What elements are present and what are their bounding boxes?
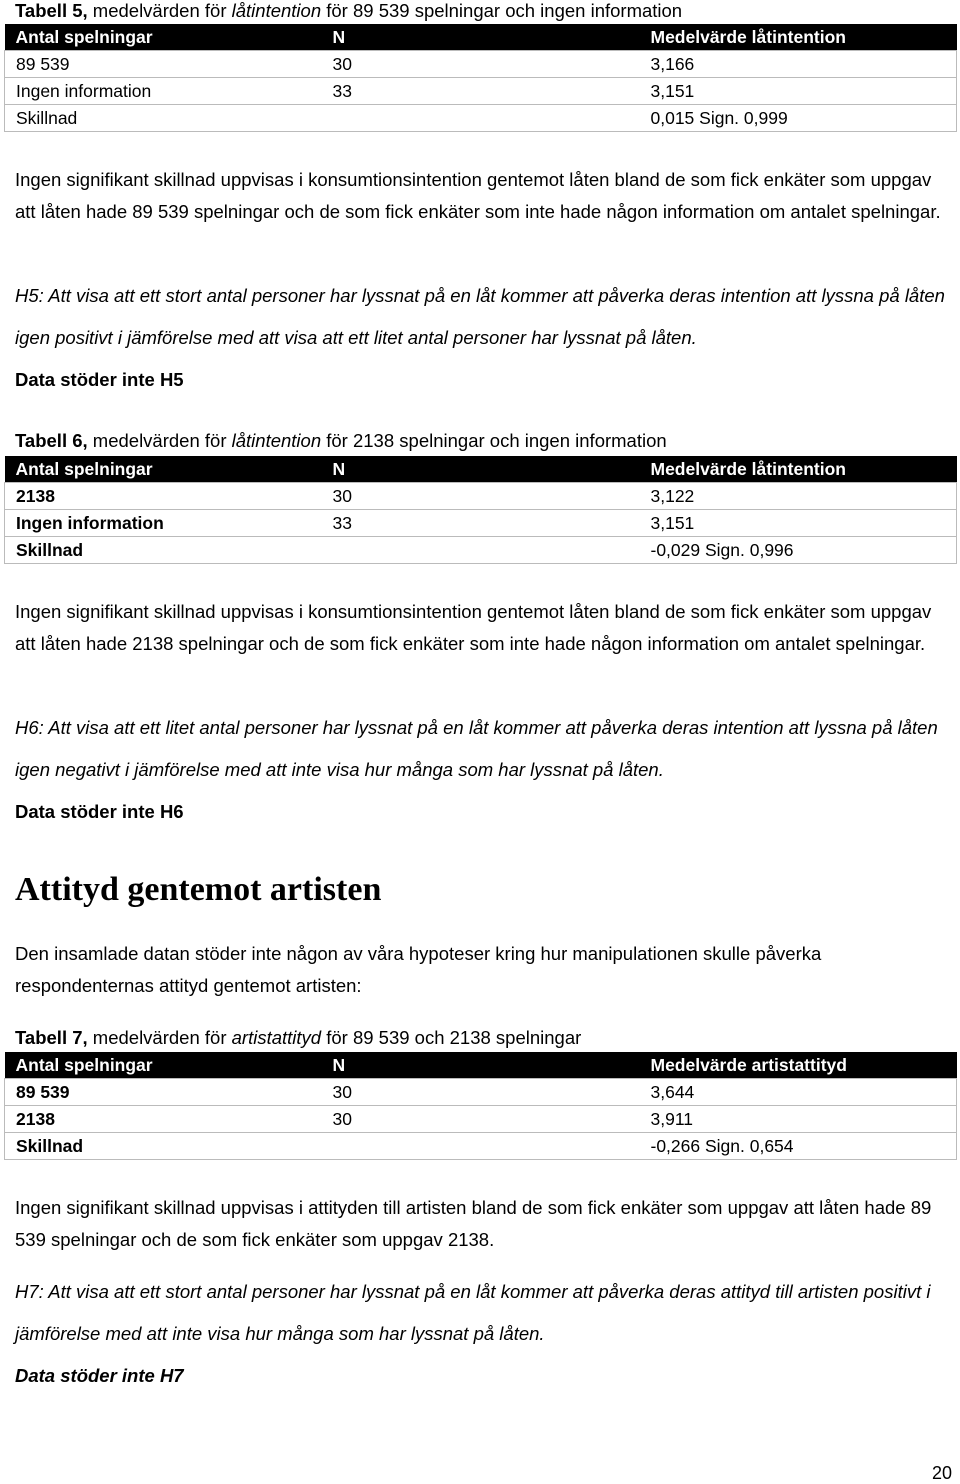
table5-caption-post: för 89 539 spelningar och ingen information bbox=[321, 0, 683, 21]
table-cell: 3,911 bbox=[640, 1106, 957, 1133]
table5 bbox=[4, 24, 957, 132]
table6-header-row bbox=[5, 456, 957, 483]
table7 bbox=[4, 1052, 957, 1160]
verdict-h7: Data stöder inte H7 bbox=[15, 1365, 184, 1386]
table-cell: 3,644 bbox=[640, 1079, 957, 1106]
table-row bbox=[5, 1079, 957, 1106]
table-row bbox=[5, 537, 957, 564]
table-cell: 2138 bbox=[5, 1106, 322, 1133]
table-cell: Skillnad bbox=[5, 105, 322, 132]
table6-caption-label: Tabell 6, bbox=[15, 430, 88, 451]
table-cell: 30 bbox=[322, 1079, 640, 1106]
table6-caption-pre: medelvärden för bbox=[87, 430, 232, 451]
table-cell bbox=[322, 105, 640, 132]
table-row bbox=[5, 510, 957, 537]
table-cell: 30 bbox=[322, 1106, 640, 1133]
table6-header-medel: Medelvärde låtintention bbox=[640, 456, 957, 483]
table-cell: 2138 bbox=[5, 483, 322, 510]
table-cell: 89 539 bbox=[5, 51, 322, 78]
table5-caption-pre: medelvärden för bbox=[87, 0, 232, 21]
table-cell: 30 bbox=[322, 483, 640, 510]
table6-header-n: N bbox=[322, 456, 640, 483]
table-cell: Ingen information bbox=[5, 78, 322, 105]
hypothesis-h5: H5: Att visa att ett stort antal personer har lyssnat på en låt kommer att påverka deras intention att lyssna på låten igen positivt i jämförelse med att visa att ett litet antal personer har lyssnat på låten. bbox=[15, 285, 945, 348]
table7-caption-em: artistattityd bbox=[231, 1027, 322, 1048]
table-cell: Skillnad bbox=[5, 1133, 322, 1160]
table5-caption-label: Tabell 5, bbox=[15, 0, 88, 21]
table-cell: Ingen information bbox=[5, 510, 322, 537]
table7-caption-pre: medelvärden för bbox=[87, 1027, 232, 1048]
table7-header-medel: Medelvärde artistattityd bbox=[640, 1052, 957, 1079]
table-cell bbox=[322, 537, 640, 564]
table5-header-medel: Medelvärde låtintention bbox=[640, 24, 957, 51]
table7-header-row bbox=[5, 1052, 957, 1079]
hypothesis-h7: H7: Att visa att ett stort antal personer har lyssnat på en låt kommer att påverka deras attityd till artisten positivt i jämförelse med att inte visa hur många som har lyssnat på låten. bbox=[15, 1281, 931, 1344]
table-row bbox=[5, 105, 957, 132]
table6-caption bbox=[15, 430, 667, 452]
table-cell: 3,122 bbox=[640, 483, 957, 510]
table-cell: -0,029 Sign. 0,996 bbox=[640, 537, 957, 564]
paragraph-intro-attityd: Den insamlade datan stöder inte någon av våra hypoteser kring hur manipulationen skulle påverka respondenternas attityd gentemot artisten: bbox=[15, 943, 822, 996]
table7-caption bbox=[15, 1027, 581, 1049]
table6-header-antal: Antal spelningar bbox=[5, 456, 322, 483]
table-cell bbox=[322, 1133, 640, 1160]
table-row bbox=[5, 78, 957, 105]
paragraph-result-6: Ingen signifikant skillnad uppvisas i konsumtionsintention gentemot låten bland de som fick enkäter som uppgav att låten hade 2138 spelningar och de som fick enkäter som inte hade någon information om antalet spelningar. bbox=[15, 601, 932, 654]
verdict-h5: Data stöder inte H5 bbox=[15, 369, 184, 390]
table6 bbox=[4, 456, 957, 564]
section-heading: Attityd gentemot artisten bbox=[15, 871, 382, 908]
table-row bbox=[5, 483, 957, 510]
table5-caption-em: låtintention bbox=[231, 0, 322, 21]
table-cell: 30 bbox=[322, 51, 640, 78]
table-cell: 3,166 bbox=[640, 51, 957, 78]
table-cell: -0,266 Sign. 0,654 bbox=[640, 1133, 957, 1160]
table-cell: 0,015 Sign. 0,999 bbox=[640, 105, 957, 132]
table7-caption-post: för 89 539 och 2138 spelningar bbox=[321, 1027, 582, 1048]
table7-header-antal: Antal spelningar bbox=[5, 1052, 322, 1079]
table-row bbox=[5, 51, 957, 78]
table-row bbox=[5, 1106, 957, 1133]
table6-caption-post: för 2138 spelningar och ingen information bbox=[321, 430, 667, 451]
paragraph-result-5: Ingen signifikant skillnad uppvisas i konsumtionsintention gentemot låten bland de som fick enkäter som uppgav att låten hade 89 539 spelningar och de som fick enkäter som inte hade någon information om antalet spelningar. bbox=[15, 169, 941, 222]
table7-caption-label: Tabell 7, bbox=[15, 1027, 88, 1048]
table-cell: Skillnad bbox=[5, 537, 322, 564]
table-cell: 33 bbox=[322, 510, 640, 537]
table7-header-n: N bbox=[322, 1052, 640, 1079]
table5-header-antal: Antal spelningar bbox=[5, 24, 322, 51]
table5-header-row bbox=[5, 24, 957, 51]
table-cell: 3,151 bbox=[640, 78, 957, 105]
table5-caption bbox=[15, 0, 682, 22]
page-number: 20 bbox=[931, 1463, 952, 1483]
table-cell: 3,151 bbox=[640, 510, 957, 537]
verdict-h6: Data stöder inte H6 bbox=[15, 801, 184, 822]
table5-header-n: N bbox=[322, 24, 640, 51]
table6-caption-em: låtintention bbox=[231, 430, 322, 451]
hypothesis-h6: H6: Att visa att ett litet antal personer har lyssnat på en låt kommer att påverka deras intention att lyssna på låten igen negativt i jämförelse med att inte visa hur många som har lyssnat på låten. bbox=[15, 717, 938, 780]
table-cell: 89 539 bbox=[5, 1079, 322, 1106]
table-cell: 33 bbox=[322, 78, 640, 105]
table-row bbox=[5, 1133, 957, 1160]
paragraph-result-7: Ingen signifikant skillnad uppvisas i attityden till artisten bland de som fick enkäter som uppgav att låten hade 89 539 spelningar och de som fick enkäter som uppgav 2138. bbox=[15, 1197, 932, 1250]
